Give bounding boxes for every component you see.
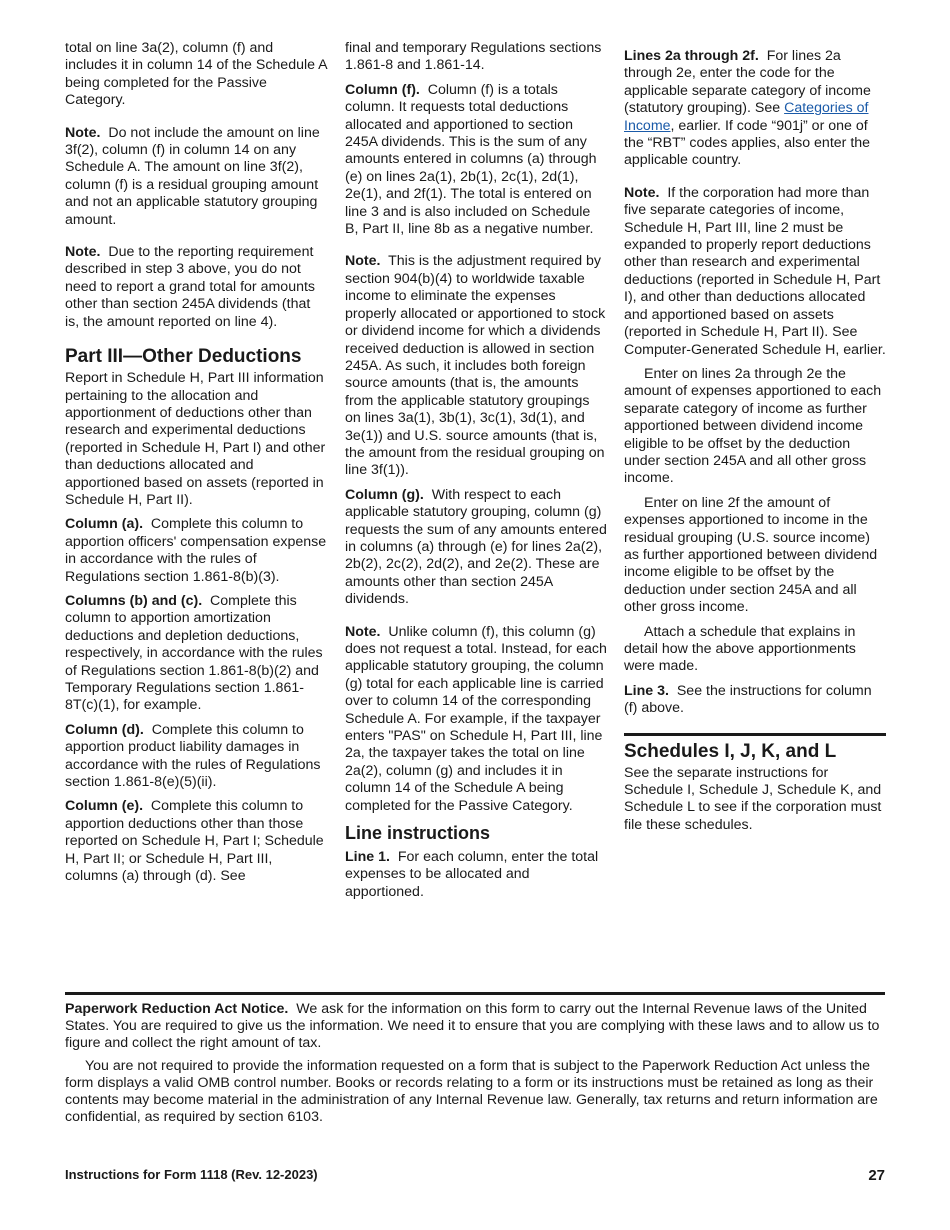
- line3-text: See the instructions for column (f) above.: [624, 682, 872, 717]
- note-label: Note.: [624, 184, 660, 201]
- column-e-paragraph: [65, 798, 327, 885]
- column-e-text: Complete this column to apportion deductions other than those reported on Schedule H, Part I; Schedule H, Part II; or Schedule H, Part III, columns (a) through (d). See: [65, 798, 324, 885]
- column-f-paragraph: [345, 82, 607, 239]
- enter-2a-paragraph: Enter on lines 2a through 2e the amount of expenses apportioned to each separate category of income as further apportioned between dividend income eligible to be offset by the deduction under section 245A and all other gross income.: [624, 365, 882, 487]
- column-left: [65, 40, 327, 892]
- schedules-text: See the separate instructions for Schedule I, Schedule J, Schedule K, and Schedule L to see if the corporation must file these schedules.: [624, 764, 882, 833]
- note-text: Due to the reporting requirement described in step 3 above, you do not need to report a grand total for amounts other than section 245A dividends (that is, the amount reported on line 4).: [65, 244, 316, 330]
- line1-paragraph: [345, 849, 607, 901]
- attach-schedule-paragraph: Attach a schedule that explains in detail how the above apportionments were made.: [624, 623, 856, 675]
- paragraph-continued: total on line 3a(2), column (f) and includes it in column 14 of the Schedule A being completed for the Passive Category.: [65, 40, 327, 109]
- note-paragraph: [65, 244, 327, 331]
- column-a-text: Complete this column to apportion officers' compensation expense in accordance with the rules of Regulations section 1.861-8(b)(3).: [65, 516, 327, 585]
- lines2-text: For lines 2a through 2e, enter the code for the applicable separate category of income (statutory grouping). See: [624, 48, 871, 117]
- notice-label: Paperwork Reduction Act Notice.: [65, 1001, 289, 1017]
- part3-intro: Report in Schedule H, Part III information pertaining to the allocation and apportionment of deductions other than research and experimental deductions (reported in Schedule H, Part I) and other than deductions allocated and apportioned based on assets (reported in Schedule H, Part II).: [65, 370, 326, 508]
- line3-label: Line 3.: [624, 682, 669, 699]
- column-e-label: Column (e).: [65, 798, 144, 815]
- line1-text: For each column, enter the total expenses to be allocated and apportioned.: [345, 849, 599, 900]
- notice-paragraph-2: You are not required to provide the information requested on a form that is subject to the Paperwork Reduction Act unless the form displays a valid OMB control number. Books or records relating to a form or its instructions must be retained as long as their contents may become material in the administration of any Internal Revenue law. Generally, tax returns and return information are confidential, as required by section 6103.: [65, 1058, 878, 1125]
- note-paragraph: [624, 185, 886, 359]
- page-number: 27: [868, 1167, 885, 1184]
- note-text: This is the adjustment required by section 904(b)(4) to worldwide taxable income to eliminate the expenses properly allocated or apportioned to stock or dividend income for which a dividends received deduction is allowed in section 245A. As such, it includes both foreign source amounts (that is, the amounts from the applicable statutory groupings on lines 3a(1), 3b(1), 3c(1), 3d(1), and 3e(1)) and U.S. source amounts (that is, the amount from the residual grouping on line 3f(1)).: [345, 253, 606, 479]
- enter-2f-paragraph: Enter on line 2f the amount of expenses apportioned to income in the residual grouping (U.S. source income) as further apportioned between dividend income eligible to be offset by the deduction under section 245A and all other gross income.: [624, 494, 878, 616]
- column-bc-text: Complete this column to apportion amortization deductions and depletion deductions, respectively, in accordance with the rules of Regulations section 1.861-8(b)(2) and Temporary Regulations section 1.861-8T(c)(1), for example.: [65, 592, 323, 714]
- lines2-text-cont: , earlier. If code “901j” or one of the “RBT” codes applies, also enter the applicable country.: [624, 117, 871, 169]
- note-paragraph: [345, 624, 607, 815]
- line3-paragraph: [624, 683, 886, 718]
- note-label: Note.: [345, 623, 381, 640]
- column-middle: [345, 40, 607, 908]
- line1-label: Line 1.: [345, 849, 390, 866]
- note-text: If the corporation had more than five separate categories of income, Schedule H, Part III, line 2 must be expanded to properly report deductions other than research and experimental deductions (reported in Schedule H, Part I), and other than deductions allocated and apportioned based on assets (reported in Schedule H, Part II). See Computer-Generated Schedule H, earlier.: [624, 184, 886, 358]
- column-f-text: Column (f) is a totals column. It requests total deductions allocated and apportioned to section 245A dividends. This is the sum of any amounts entered in columns (a) through (e) on lines 2a(1), 2b(1), 2c(1), 2d(1), 2e(1), and 2f(1). The total is entered on line 3 and is also included on Schedule B, Part II, line 8b as a negative number.: [345, 81, 597, 238]
- note-label: Note.: [65, 244, 101, 261]
- notice-paragraph: [65, 1001, 885, 1051]
- column-g-paragraph: [345, 487, 607, 609]
- lines2-label: Lines 2a through 2f.: [624, 48, 759, 64]
- column-g-text: With respect to each applicable statutory grouping, column (g) requests the sum of any amounts entered in columns (a) through (e) for lines 2a(2), 2b(2), 2c(2), 2d(2), and 2e(2). These are amounts other than section 245A dividends.: [345, 486, 607, 608]
- schedules-heading: Schedules I, J, K, and L: [624, 740, 837, 762]
- paragraph-continued: final and temporary Regulations sections 1.861-8 and 1.861-14.: [345, 40, 602, 74]
- line-instructions-heading: Line instructions: [345, 823, 491, 844]
- column-bc-label: Columns (b) and (c).: [65, 592, 203, 609]
- column-bc-paragraph: [65, 593, 327, 715]
- categories-of-income-link[interactable]: Categories of Income: [624, 100, 869, 134]
- column-right: [624, 40, 886, 841]
- section-divider: [624, 733, 886, 736]
- note-text: Do not include the amount on line 3f(2), column (f) in column 14 on any Schedule A. The amount on line 3f(2), column (f) is a residual grouping amount and not an applicable statutory grouping amount.: [65, 124, 320, 228]
- column-d-text: Complete this column to apportion product liability damages in accordance with the rules of Regulations section 1.861-8(e)(5)(ii).: [65, 721, 321, 791]
- note-paragraph: [345, 253, 607, 479]
- part3-heading: Part III—Other Deductions: [65, 346, 302, 368]
- note-label: Note.: [65, 124, 101, 141]
- column-f-label: Column (f).: [345, 81, 420, 98]
- footer-form-title: Instructions for Form 1118 (Rev. 12-2023): [65, 1167, 318, 1182]
- note-paragraph: [65, 125, 327, 229]
- column-d-label: Column (d).: [65, 721, 144, 738]
- column-a-paragraph: [65, 516, 327, 586]
- paperwork-reduction-notice: [65, 992, 885, 1133]
- note-text: Unlike column (f), this column (g) does not request a total. Instead, for each applicable statutory grouping, the column (g) total for each applicable line is carried over to column 14 of the corresponding Schedule A. For example, if the taxpayer enters "PAS" on Schedule H, Part III, line 2a, the taxpayer takes the total on line 2a(2), column (g) and includes it in column 14 of the Schedule A being completed for the Passive Category.: [345, 623, 607, 814]
- column-d-paragraph: [65, 722, 327, 792]
- notice-text: We ask for the information on this form to carry out the Internal Revenue laws of the United States. You are required to give us the information. We need it to ensure that you are complying with these laws and to allow us to figure and collect the right amount of tax.: [65, 1001, 880, 1051]
- column-g-label: Column (g).: [345, 486, 424, 503]
- note-label: Note.: [345, 253, 381, 270]
- lines2-paragraph: [624, 48, 886, 170]
- column-a-label: Column (a).: [65, 516, 144, 533]
